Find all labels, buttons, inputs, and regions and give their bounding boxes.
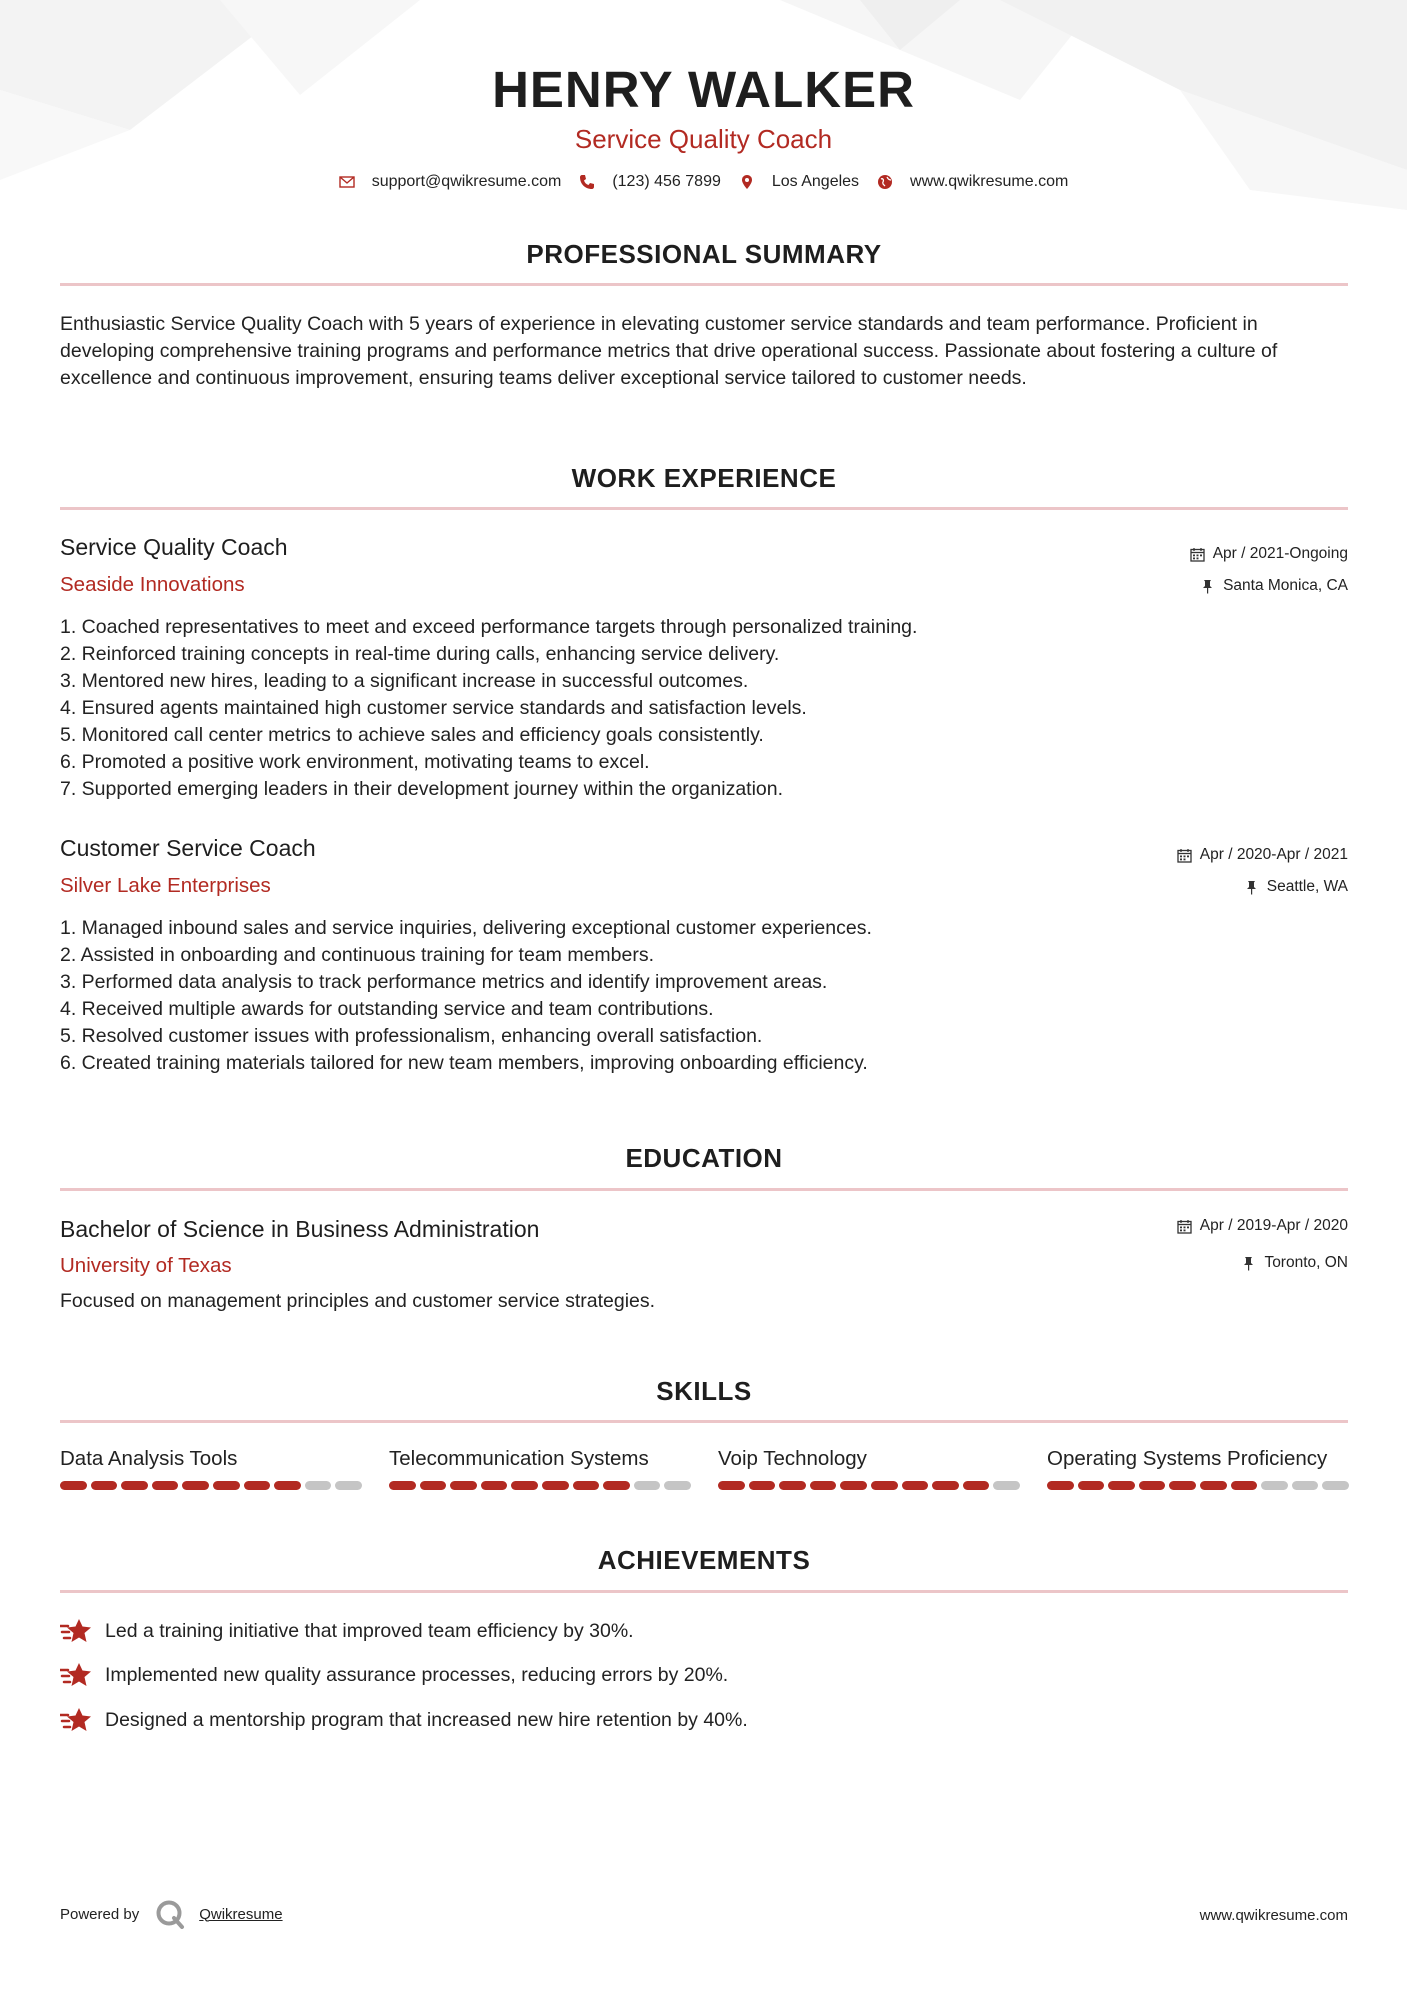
pushpin-icon bbox=[1244, 880, 1259, 895]
duty-item: 6. Promoted a positive work environment, motivating teams to excel. bbox=[60, 751, 650, 773]
duty-item: 5. Monitored call center metrics to achieve sales and efficiency goals consistently. bbox=[60, 724, 764, 746]
achievement-text: Designed a mentorship program that increased new hire retention by 40%. bbox=[105, 1708, 748, 1731]
skill-segment-filled bbox=[963, 1481, 990, 1490]
school-name: University of Texas bbox=[60, 1254, 232, 1277]
calendar-icon bbox=[1177, 848, 1192, 863]
skill-segment-filled bbox=[1108, 1481, 1135, 1490]
skill-segment-filled bbox=[389, 1481, 416, 1490]
skill-segment-filled bbox=[840, 1481, 867, 1490]
contact-location-text: Los Angeles bbox=[771, 173, 860, 190]
section-title-skills: SKILLS bbox=[656, 1376, 752, 1406]
duty-item: 3. Performed data analysis to track performance metrics and identify improvement areas. bbox=[60, 971, 828, 993]
degree-title: Bachelor of Science in Business Administration bbox=[60, 1216, 540, 1242]
contact-website-text: www.qwikresume.com bbox=[910, 173, 1069, 190]
skill-segment-filled bbox=[902, 1481, 929, 1490]
calendar-icon bbox=[1190, 547, 1205, 562]
contact-email-text: support@qwikresume.com bbox=[371, 173, 562, 190]
candidate-role: Service Quality Coach bbox=[574, 124, 833, 154]
skill-rating-bar bbox=[1047, 1481, 1349, 1490]
achievement-item bbox=[60, 1661, 728, 1689]
pushpin-icon bbox=[1241, 1256, 1256, 1271]
contact-location bbox=[739, 173, 859, 191]
phone-icon bbox=[579, 174, 595, 190]
job-location-text: Santa Monica, CA bbox=[1223, 577, 1348, 594]
skill-name: Voip Technology bbox=[718, 1447, 867, 1470]
footer-website[interactable]: www.qwikresume.com bbox=[1199, 1907, 1348, 1924]
skill-segment-filled bbox=[1078, 1481, 1105, 1490]
skill-segment-filled bbox=[749, 1481, 776, 1490]
section-title-achievements: ACHIEVEMENTS bbox=[597, 1545, 811, 1575]
skill-segment-filled bbox=[1047, 1481, 1074, 1490]
skill-segment-filled bbox=[152, 1481, 179, 1490]
section-divider bbox=[60, 1420, 1348, 1423]
skill-segment-filled bbox=[1200, 1481, 1227, 1490]
shooting-star-icon bbox=[60, 1706, 92, 1734]
duty-list bbox=[60, 915, 1310, 1077]
education-location bbox=[1241, 1254, 1348, 1272]
summary-text: Enthusiastic Service Quality Coach with 5 years of experience in elevating customer service standards and team performance. Proficient in developing comprehensive training programs and performance metrics that drive operational success. Passionate about fostering a culture of excellence and continuous improvement, ensuring teams deliver exceptional service tailored to customer needs. bbox=[60, 313, 1278, 389]
skill-segment-filled bbox=[182, 1481, 209, 1490]
skill-item bbox=[60, 1447, 362, 1490]
section-title-experience: WORK EXPERIENCE bbox=[571, 463, 837, 493]
skill-segment-empty bbox=[1322, 1481, 1349, 1490]
globe-icon bbox=[877, 174, 893, 190]
duty-item: 5. Resolved customer issues with professionalism, enhancing overall satisfaction. bbox=[60, 1025, 763, 1047]
skill-name: Telecommunication Systems bbox=[389, 1447, 649, 1470]
skill-segment-filled bbox=[573, 1481, 600, 1490]
job-dates-text: Apr / 2021-Ongoing bbox=[1212, 545, 1348, 562]
skill-segment-empty bbox=[664, 1481, 691, 1490]
powered-by-label: Powered by bbox=[60, 1905, 140, 1923]
pushpin-icon bbox=[1200, 579, 1215, 594]
map-pin-icon bbox=[739, 174, 755, 190]
skill-segment-filled bbox=[244, 1481, 271, 1490]
job-dates-text: Apr / 2020-Apr / 2021 bbox=[1199, 846, 1348, 863]
job-title: Customer Service Coach bbox=[60, 835, 316, 861]
skill-segment-empty bbox=[1261, 1481, 1288, 1490]
job-location bbox=[1244, 878, 1348, 896]
section-title-education: EDUCATION bbox=[625, 1143, 783, 1173]
job-dates bbox=[1177, 846, 1348, 864]
skill-segment-filled bbox=[932, 1481, 959, 1490]
duty-item: 2. Reinforced training concepts in real-time during calls, enhancing service delivery. bbox=[60, 643, 780, 665]
skill-segment-filled bbox=[91, 1481, 118, 1490]
skill-rating-bar bbox=[718, 1481, 1020, 1490]
duty-item: 1. Coached representatives to meet and exceed performance targets through personalized training. bbox=[60, 616, 918, 638]
skill-segment-filled bbox=[1231, 1481, 1258, 1490]
candidate-name: HENRY WALKER bbox=[492, 61, 915, 118]
contact-bar bbox=[0, 173, 1407, 191]
achievement-text: Led a training initiative that improved team efficiency by 30%. bbox=[105, 1619, 634, 1642]
shooting-star-icon bbox=[60, 1661, 92, 1689]
skill-segment-filled bbox=[274, 1481, 301, 1490]
calendar-icon bbox=[1177, 1219, 1192, 1234]
skill-segment-empty bbox=[634, 1481, 661, 1490]
skill-segment-filled bbox=[450, 1481, 477, 1490]
duty-item: 4. Received multiple awards for outstanding service and team contributions. bbox=[60, 998, 714, 1020]
skill-segment-filled bbox=[542, 1481, 569, 1490]
qwikresume-logo-icon bbox=[155, 1899, 185, 1929]
contact-phone[interactable] bbox=[579, 173, 721, 191]
footer-powered-by bbox=[60, 1899, 283, 1929]
skill-segment-filled bbox=[871, 1481, 898, 1490]
skill-segment-empty bbox=[305, 1481, 332, 1490]
education-description: Focused on management principles and customer service strategies. bbox=[60, 1290, 656, 1312]
resume-header bbox=[0, 58, 1407, 191]
section-divider bbox=[60, 507, 1348, 510]
skill-segment-filled bbox=[718, 1481, 745, 1490]
duty-item: 3. Mentored new hires, leading to a significant increase in successful outcomes. bbox=[60, 670, 749, 692]
skill-name: Operating Systems Proficiency bbox=[1047, 1447, 1328, 1470]
skill-segment-filled bbox=[1169, 1481, 1196, 1490]
skill-segment-filled bbox=[779, 1481, 806, 1490]
duty-item: 7. Supported emerging leaders in their development journey within the organization. bbox=[60, 778, 784, 800]
skill-segment-filled bbox=[1139, 1481, 1166, 1490]
education-dates-text: Apr / 2019-Apr / 2020 bbox=[1199, 1217, 1348, 1234]
achievement-item bbox=[60, 1617, 634, 1645]
section-title-summary: PROFESSIONAL SUMMARY bbox=[526, 239, 882, 269]
contact-website[interactable] bbox=[877, 173, 1068, 191]
qwikresume-link[interactable]: Qwikresume bbox=[199, 1905, 283, 1923]
skill-item bbox=[389, 1447, 691, 1490]
job-title: Service Quality Coach bbox=[60, 534, 288, 560]
contact-email[interactable] bbox=[339, 173, 562, 191]
envelope-icon bbox=[339, 174, 355, 190]
skill-item bbox=[1047, 1447, 1349, 1490]
skill-segment-filled bbox=[603, 1481, 630, 1490]
skill-segment-filled bbox=[60, 1481, 87, 1490]
job-dates bbox=[1190, 545, 1348, 563]
duty-item: 1. Managed inbound sales and service inquiries, delivering exceptional customer experiences. bbox=[60, 917, 872, 939]
skill-segment-filled bbox=[511, 1481, 538, 1490]
skill-segment-empty bbox=[1292, 1481, 1319, 1490]
skill-segment-empty bbox=[993, 1481, 1020, 1490]
skill-item bbox=[718, 1447, 1020, 1490]
duty-item: 2. Assisted in onboarding and continuous training for team members. bbox=[60, 944, 655, 966]
duty-list bbox=[60, 614, 1310, 803]
achievement-item bbox=[60, 1706, 748, 1734]
skill-segment-filled bbox=[121, 1481, 148, 1490]
company-name: Seaside Innovations bbox=[60, 573, 245, 596]
section-divider bbox=[60, 1188, 1348, 1191]
skill-rating-bar bbox=[60, 1481, 362, 1490]
section-divider bbox=[60, 283, 1348, 286]
achievement-text: Implemented new quality assurance processes, reducing errors by 20%. bbox=[105, 1663, 729, 1686]
contact-phone-text: (123) 456 7899 bbox=[612, 173, 721, 190]
skill-name: Data Analysis Tools bbox=[60, 1447, 238, 1470]
skill-segment-filled bbox=[213, 1481, 240, 1490]
skill-segment-empty bbox=[335, 1481, 362, 1490]
job-location-text: Seattle, WA bbox=[1266, 878, 1348, 895]
duty-item: 6. Created training materials tailored for new team members, improving onboarding efficiency. bbox=[60, 1052, 868, 1074]
company-name: Silver Lake Enterprises bbox=[60, 874, 271, 897]
skill-segment-filled bbox=[420, 1481, 447, 1490]
skill-rating-bar bbox=[389, 1481, 691, 1490]
skill-segment-filled bbox=[810, 1481, 837, 1490]
job-location bbox=[1200, 577, 1348, 595]
section-divider bbox=[60, 1590, 1348, 1593]
duty-item: 4. Ensured agents maintained high customer service standards and satisfaction levels. bbox=[60, 697, 807, 719]
education-dates bbox=[1177, 1217, 1348, 1235]
skill-segment-filled bbox=[481, 1481, 508, 1490]
education-location-text: Toronto, ON bbox=[1264, 1254, 1348, 1271]
shooting-star-icon bbox=[60, 1617, 92, 1645]
